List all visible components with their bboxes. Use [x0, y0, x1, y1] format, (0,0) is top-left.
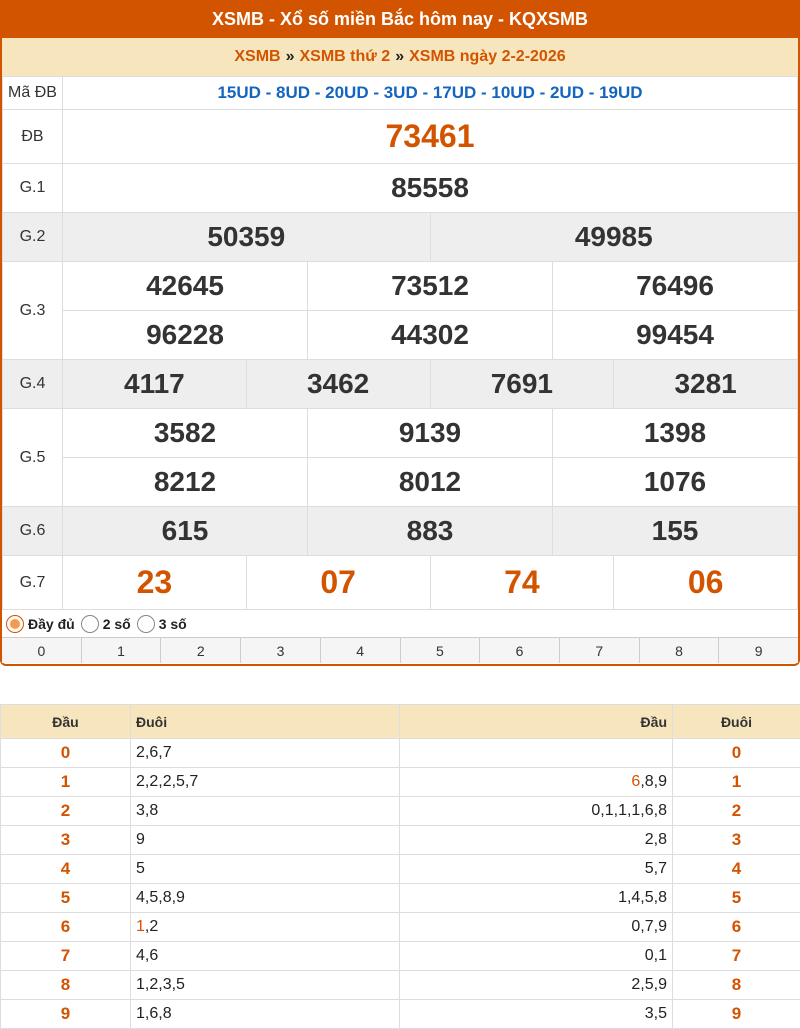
breadcrumb-xsmb-thu-2[interactable]: XSMB thứ 2: [300, 48, 391, 66]
loto-dau-right: 0,1: [400, 942, 673, 971]
loto-duoi-right: 6: [673, 913, 800, 942]
prize-g5: 8012: [308, 458, 553, 507]
breadcrumb-xsmb[interactable]: XSMB: [234, 48, 280, 66]
g6-label: G.6: [3, 507, 63, 556]
loto-dau-right: 0,7,9: [400, 913, 673, 942]
loto-duoi: 1,2,3,5: [131, 971, 400, 1000]
loto-header-duoi: Đuôi: [131, 705, 400, 739]
table-row: [1, 855, 800, 884]
prize-g4: 3281: [614, 360, 798, 409]
digit-filter-button[interactable]: 5: [401, 637, 481, 663]
loto-header-dau-right: Đầu: [400, 705, 673, 739]
g2-label: G.2: [3, 213, 63, 262]
loto-duoi-right: 9: [673, 1000, 800, 1029]
loto-duoi-right: 0: [673, 739, 800, 768]
loto-dau-right: 5,7: [400, 855, 673, 884]
digit-filter-button[interactable]: 0: [2, 637, 82, 663]
loto-duoi: 1,2: [131, 913, 400, 942]
digit-filter-button[interactable]: 6: [480, 637, 560, 663]
loto-dau: 6: [1, 913, 131, 942]
breadcrumb-xsmb-date[interactable]: XSMB ngày 2-2-2026: [409, 48, 566, 66]
loto-dau-right: 6,8,9: [400, 768, 673, 797]
digit-filter-button[interactable]: 2: [161, 637, 241, 663]
prize-g5: 8212: [63, 458, 308, 507]
loto-duoi: 4,5,8,9: [131, 884, 400, 913]
prize-g5: 9139: [308, 409, 553, 458]
g7-label: G.7: [3, 556, 63, 610]
loto-dau: 2: [1, 797, 131, 826]
loto-dau-right: 2,5,9: [400, 971, 673, 1000]
loto-duoi: 3,8: [131, 797, 400, 826]
madb-value: 15UD - 8UD - 20UD - 3UD - 17UD - 10UD - 2UD - 19UD: [63, 77, 798, 110]
option-full-label: Đầy đủ: [28, 616, 75, 632]
prize-g6: 155: [553, 507, 798, 556]
g5-label: G.5: [3, 409, 63, 507]
prize-g4: 7691: [430, 360, 614, 409]
prize-g4: 4117: [63, 360, 247, 409]
loto-duoi-right: 4: [673, 855, 800, 884]
prize-g7: 23: [63, 556, 247, 610]
radio-three-digits[interactable]: [137, 615, 155, 633]
option-three-digits-label: 3 số: [159, 616, 187, 632]
loto-duoi-right: 5: [673, 884, 800, 913]
digit-filter-button[interactable]: 3: [241, 637, 321, 663]
breadcrumb: [2, 38, 798, 76]
loto-dau: 7: [1, 942, 131, 971]
g4-label: G.4: [3, 360, 63, 409]
option-two-digits[interactable]: [77, 615, 131, 633]
digit-filter-button[interactable]: 8: [640, 637, 720, 663]
table-row: [1, 942, 800, 971]
option-three-digits[interactable]: [133, 615, 187, 633]
breadcrumb-separator: »: [286, 48, 295, 66]
breadcrumb-separator: »: [395, 48, 404, 66]
page-title: XSMB - Xổ số miền Bắc hôm nay - KQXSMB: [0, 0, 800, 38]
g1-label: G.1: [3, 164, 63, 213]
prize-g7: 06: [614, 556, 798, 610]
prize-g3: 99454: [553, 311, 798, 360]
loto-duoi-right: 7: [673, 942, 800, 971]
prize-g3: 73512: [308, 262, 553, 311]
prize-g2: 50359: [63, 213, 431, 262]
digit-filter: [2, 637, 798, 663]
loto-dau-right: 3,5: [400, 1000, 673, 1029]
prize-g5: 3582: [63, 409, 308, 458]
loto-header-duoi-right: Đuôi: [673, 705, 800, 739]
table-row: [1, 1000, 800, 1029]
loto-duoi-right: 2: [673, 797, 800, 826]
loto-dau-right: 0,1,1,1,6,8: [400, 797, 673, 826]
loto-dau-right: [400, 739, 673, 768]
db-label: ĐB: [3, 110, 63, 164]
prize-g7: 07: [246, 556, 430, 610]
results-table: [2, 76, 798, 610]
loto-dau-right: 2,8: [400, 826, 673, 855]
table-row: [1, 768, 800, 797]
loto-duoi-right: 1: [673, 768, 800, 797]
radio-full[interactable]: [6, 615, 24, 633]
radio-two-digits[interactable]: [81, 615, 99, 633]
table-row: [1, 739, 800, 768]
loto-dau: 0: [1, 739, 131, 768]
loto-duoi-right: 8: [673, 971, 800, 1000]
table-row: [1, 971, 800, 1000]
loto-duoi: 4,6: [131, 942, 400, 971]
prize-g3: 42645: [63, 262, 308, 311]
digit-filter-button[interactable]: 1: [82, 637, 162, 663]
prize-g2: 49985: [430, 213, 798, 262]
loto-duoi: 2,2,2,5,7: [131, 768, 400, 797]
prize-g3: 96228: [63, 311, 308, 360]
prize-g6: 883: [308, 507, 553, 556]
digit-filter-button[interactable]: 7: [560, 637, 640, 663]
option-full[interactable]: [2, 615, 75, 633]
loto-duoi: 5: [131, 855, 400, 884]
loto-table: [0, 704, 800, 1029]
loto-dau: 9: [1, 1000, 131, 1029]
loto-dau: 1: [1, 768, 131, 797]
prize-g1: 85558: [63, 164, 798, 213]
table-row: [1, 797, 800, 826]
prize-g4: 3462: [246, 360, 430, 409]
table-row: [1, 913, 800, 942]
loto-duoi: 2,6,7: [131, 739, 400, 768]
digit-filter-button[interactable]: 9: [719, 637, 798, 663]
prize-g5: 1076: [553, 458, 798, 507]
table-row: [1, 826, 800, 855]
highlighted-digit: 6: [631, 773, 640, 790]
loto-dau: 5: [1, 884, 131, 913]
highlighted-digit: 1: [136, 918, 145, 935]
display-options: [2, 610, 798, 637]
prize-g3: 44302: [308, 311, 553, 360]
special-prize: 73461: [63, 110, 798, 164]
option-two-digits-label: 2 số: [103, 616, 131, 632]
loto-dau: 8: [1, 971, 131, 1000]
loto-duoi: 9: [131, 826, 400, 855]
digit-filter-button[interactable]: 4: [321, 637, 401, 663]
loto-dau-right: 1,4,5,8: [400, 884, 673, 913]
g3-label: G.3: [3, 262, 63, 360]
loto-dau: 4: [1, 855, 131, 884]
prize-g7: 74: [430, 556, 614, 610]
prize-g6: 615: [63, 507, 308, 556]
prize-g3: 76496: [553, 262, 798, 311]
madb-label: Mã ĐB: [3, 77, 63, 110]
loto-duoi: 1,6,8: [131, 1000, 400, 1029]
loto-header-dau: Đầu: [1, 705, 131, 739]
prize-g5: 1398: [553, 409, 798, 458]
loto-dau: 3: [1, 826, 131, 855]
table-row: [1, 884, 800, 913]
loto-duoi-right: 3: [673, 826, 800, 855]
